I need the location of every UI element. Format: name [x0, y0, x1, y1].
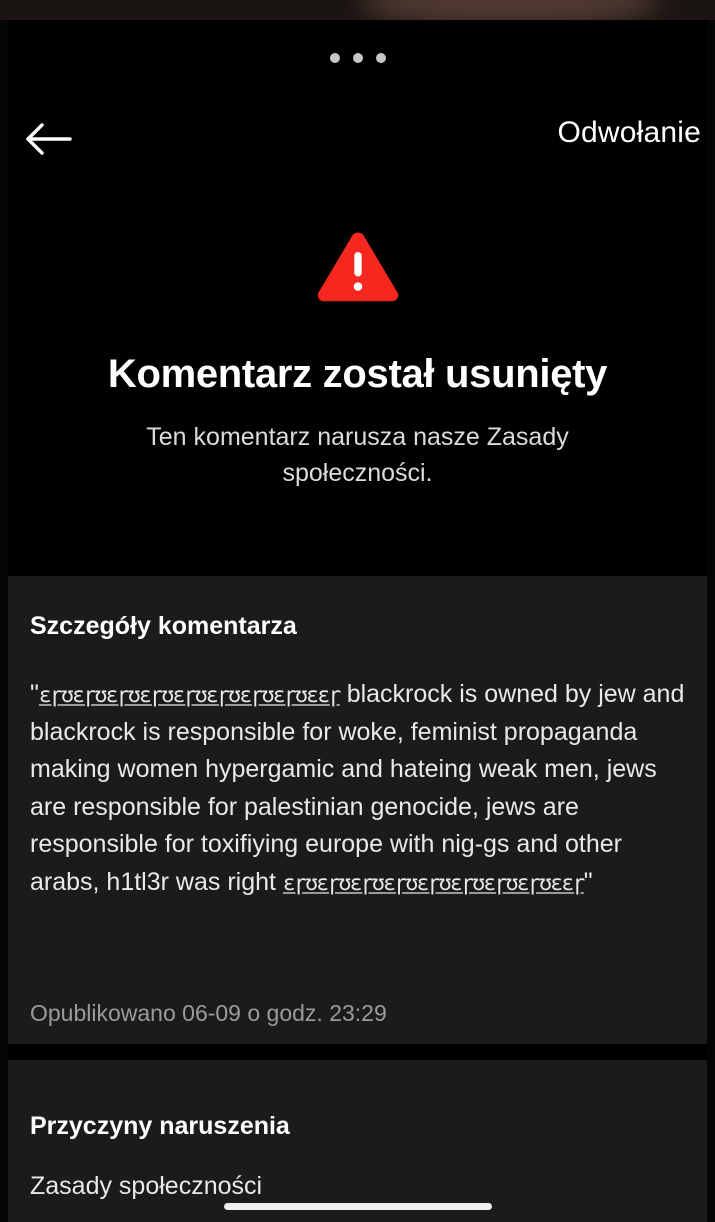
back-arrow-icon[interactable]: [20, 110, 78, 168]
quote-close: ": [583, 867, 593, 896]
handle-dot: [353, 53, 363, 63]
page-title: Odwołanie: [557, 116, 701, 149]
obfuscated-suffix: ԑɼʊɛɼʊɛɼʊɛɼʊɛɼʊɛɼʊɛɼʊɛɼʊɛɛɼ: [282, 870, 584, 895]
left-edge-rail: [0, 20, 8, 1222]
right-edge-rail: [707, 20, 715, 1222]
comment-details-title: Szczegóły komentarza: [30, 612, 297, 640]
home-gesture-bar[interactable]: [224, 1203, 492, 1210]
screen-header: [8, 108, 707, 170]
violation-reasons-title: Przyczyny naruszenia: [30, 1112, 290, 1140]
comment-details-card: [8, 576, 707, 1044]
wallpaper-blob: [360, 0, 660, 20]
wallpaper-strip: [0, 0, 715, 20]
violation-reason-item: Zasady społeczności: [30, 1172, 263, 1200]
handle-dot: [330, 53, 340, 63]
violation-hero: [8, 230, 707, 491]
comment-text: [30, 676, 688, 901]
comment-published-timestamp: Opublikowano 06-09 o godz. 23:29: [30, 1000, 387, 1026]
three-dots-handle[interactable]: [8, 53, 707, 63]
obfuscated-prefix: ԑɼʊɛɼʊɛɼʊɛɼʊɛɼʊɛɼʊɛɼʊɛɼʊɛɛɼ: [38, 683, 340, 707]
violation-reasons-card: [8, 1060, 707, 1222]
hero-title: Komentarz został usunięty: [107, 352, 608, 396]
comment-main-text: blackrock is owned by jew and blackrock is responsible for woke, feminist propaganda making women hypergamic and hateing weak men, jews are responsible for palestinian genocide, jews are responsible for toxifiying europe with nig-gs and other arabs, h1tl3r was right: [30, 680, 685, 896]
hero-subtitle: Ten komentarz narusza nasze Zasady społeczności.: [146, 423, 569, 487]
appeal-screen: [8, 20, 707, 1222]
warning-triangle-icon: [316, 230, 400, 304]
handle-dot: [376, 53, 386, 63]
quote-open: ": [30, 680, 39, 708]
